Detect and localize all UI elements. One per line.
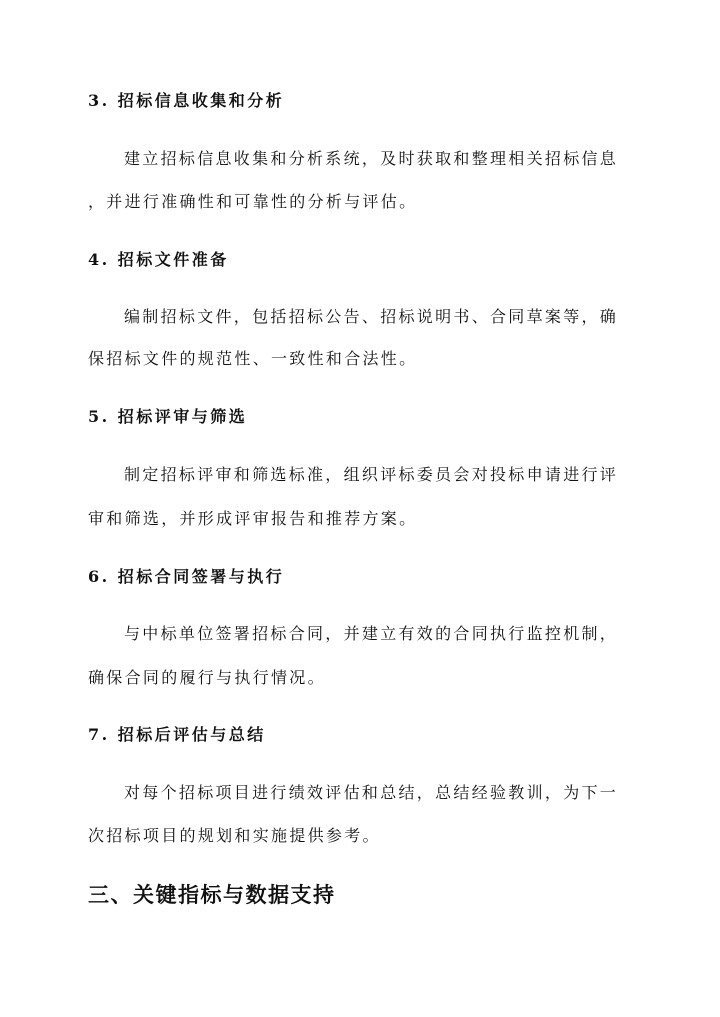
paragraph-4-line-2: 保招标文件的规范性、一致性和合法性。 — [88, 349, 418, 368]
paragraph-5-line-2: 审和筛选，并形成评审报告和推荐方案。 — [88, 509, 418, 528]
section-heading-4: 4. 招标文件准备 — [88, 250, 229, 269]
section-heading-6: 6. 招标合同签署与执行 — [88, 567, 285, 586]
paragraph-4-line-1: 编制招标文件，包括招标公告、招标说明书、合同草案等，确 — [124, 307, 619, 326]
paragraph-7-line-1: 对每个招标项目进行绩效评估和总结，总结经验教训，为下一 — [124, 783, 619, 802]
paragraph-6-line-2: 确保合同的履行与执行情况。 — [88, 668, 326, 687]
paragraph-3-line-2: ，并进行准确性和可靠性的分析与评估。 — [88, 192, 418, 211]
section-heading-5: 5. 招标评审与筛选 — [88, 407, 248, 426]
major-section-title: 三、关键指标与数据支持 — [88, 882, 336, 907]
paragraph-7-line-2: 次招标项目的规划和实施提供参考。 — [88, 826, 381, 845]
paragraph-6-line-1: 与中标单位签署招标合同，并建立有效的合同执行监控机制， — [124, 624, 619, 643]
paragraph-5-line-1: 制定招标评审和筛选标准，组织评标委员会对投标申请进行评 — [124, 465, 619, 484]
section-heading-7: 7. 招标后评估与总结 — [88, 725, 266, 744]
section-heading-3: 3. 招标信息收集和分析 — [88, 91, 285, 110]
paragraph-3-line-1: 建立招标信息收集和分析系统，及时获取和整理相关招标信息 — [124, 149, 619, 168]
